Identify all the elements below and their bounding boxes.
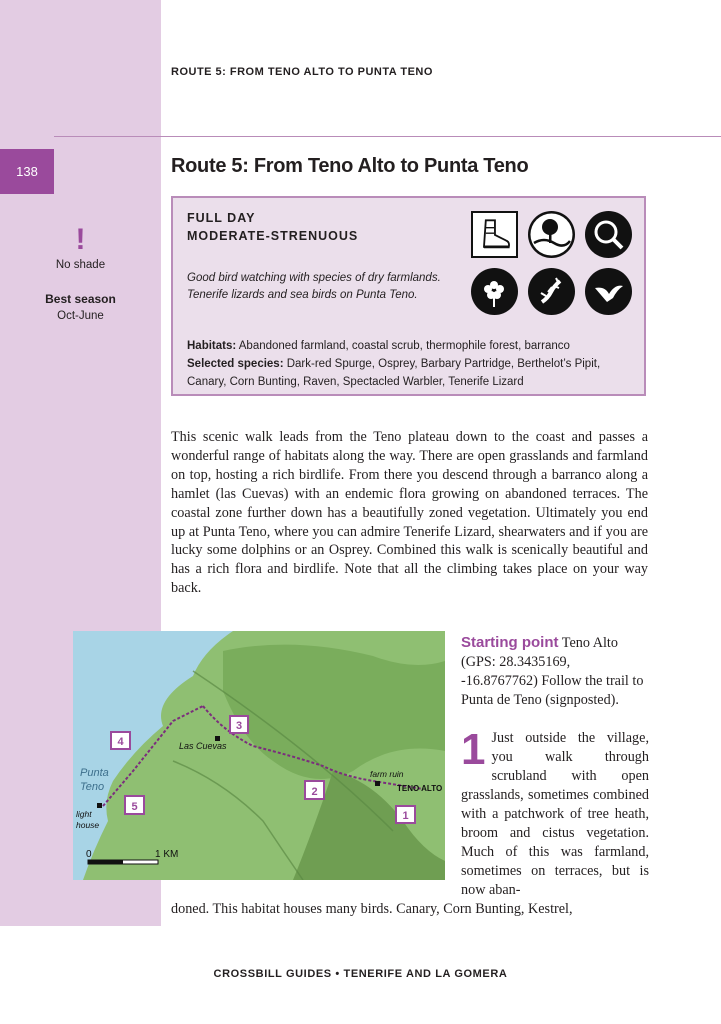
teno-label: Teno: [80, 781, 105, 793]
lighthouse-marker: [97, 803, 102, 808]
footer-book: TENERIFE AND LA GOMERA: [343, 968, 508, 980]
bird-icon: [585, 268, 632, 315]
waypoint-4-marker: [111, 732, 130, 749]
difficulty-label: MODERATE-STRENUOUS: [187, 229, 359, 243]
flower-icon: [471, 268, 518, 315]
starting-point-text: Teno Alto (GPS: 28.3435169, -16.8767762) Follow the trail to Punta de Teno (signposted).: [461, 635, 644, 708]
species-value: Dark-red Spurge, Osprey, Barbary Partridge, Berthelot’s Pipit, Canary, Corn Bunting, Raven, Spectacled Warbler, Tenerife Lizard: [187, 358, 601, 388]
footer-separator: •: [335, 968, 340, 980]
waypoint-3-marker: [230, 716, 248, 733]
best-season-label: Best season: [45, 292, 116, 306]
waypoint-1: 1: [402, 810, 409, 822]
intro-paragraph: This scenic walk leads from the Teno plateau down to the coast and passes a wonderful range of habitats along the way. There are open grasslands and farmland on top, hosting a rich birdlife. From there you descend through a barranco along a hamlet (las Cuevas) with an endemic flora growing on abandoned terraces. The coastal zone further down has a beautifully zoned vegetation. Ultimately you end up at Punta Teno, where you can admire Tenerife Lizard, shearwaters and if you are lucky some dolphins or an Osprey. Combined this walk is scenically beautiful and has a rich flora and birdlife. Note that all the climbing takes place on your way back.: [171, 429, 648, 597]
route-duration-difficulty: [187, 209, 358, 245]
highlights: [187, 270, 467, 304]
route-icons: [471, 211, 641, 321]
habitats-value: Abandoned farmland, coastal scrub, thermophile forest, barranco: [238, 340, 570, 352]
step-1-number: 1: [461, 725, 486, 774]
duration-label: FULL DAY: [187, 211, 256, 225]
page-title: Route 5: From Teno Alto to Punta Teno: [171, 155, 529, 177]
shade-note: No shade: [55, 259, 106, 271]
starting-point-label: Starting point: [461, 634, 559, 651]
waypoint-5-marker: [125, 796, 144, 814]
step-1: [461, 725, 649, 900]
habitats-label: Habitats:: [187, 340, 237, 352]
page-number: 138: [0, 149, 54, 194]
alert-icon: !: [75, 223, 86, 256]
waypoint-3: 3: [235, 720, 243, 732]
scale-zero: 0: [86, 849, 92, 860]
step-1-text: Just outside the village, you walk through scrubland with open grasslands, sometimes combined with a patchwork of tree heath, broom and cistus vegetation. Much of this was farmland, sometimes on terraces, but is now aban-: [461, 730, 649, 898]
waypoint-5: 5: [131, 801, 138, 813]
hiking-boot-icon: [471, 211, 518, 258]
magnifier-icon: [585, 211, 632, 258]
step-1-continued: doned. This habitat houses many birds. Canary, Corn Bunting, Kestrel,: [171, 901, 573, 917]
farm-ruin-label: farm ruin: [370, 769, 404, 779]
las-cuevas-label: Las Cuevas: [179, 741, 227, 751]
page-footer: [0, 968, 721, 980]
tree-landscape-icon: [528, 211, 575, 258]
house-label: house: [76, 820, 100, 830]
waypoint-2: 2: [311, 786, 318, 798]
footer-series: CROSSBILL GUIDES: [213, 968, 332, 980]
starting-point: [461, 633, 650, 710]
route-map: [73, 631, 445, 880]
running-header: ROUTE 5: FROM TENO ALTO TO PUNTA TENO: [171, 66, 433, 78]
habitats-species: [187, 337, 637, 391]
highlight-line: Good bird watching with species of dry farmlands.: [187, 272, 441, 284]
header-divider: [54, 136, 721, 137]
waypoint-2-marker: [305, 781, 324, 799]
light-label: light: [76, 809, 92, 819]
teno-alto-label: TENO ALTO: [397, 784, 443, 793]
teno-alto-marker: [375, 781, 380, 786]
scale-km: 1 KM: [155, 849, 179, 860]
lizard-icon: [528, 268, 575, 315]
waypoint-4: 4: [117, 736, 124, 748]
waypoint-1-marker: [396, 806, 415, 823]
best-season-value: Oct-June: [57, 310, 104, 322]
highlight-line: Tenerife lizards and sea birds on Punta Teno.: [187, 289, 418, 301]
route-info-box: [171, 196, 646, 396]
punta-label: Punta: [80, 767, 109, 779]
species-label: Selected species:: [187, 358, 284, 370]
